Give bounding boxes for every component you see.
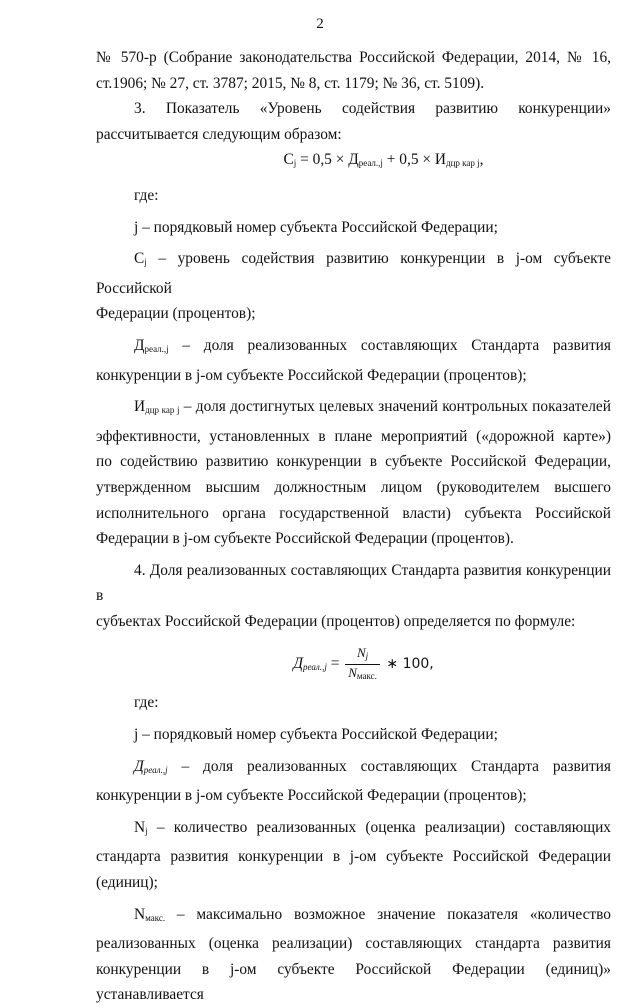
text-line: исполнительного органа государственной власти) субъекта Российской <box>96 504 611 522</box>
text-line: (единиц); <box>96 874 158 892</box>
definition-cj: $C_j$ – уровень содействия развитию конкуренции в j-ом субъекте Российской <box>96 250 611 297</box>
formula-d-real: $Д_{реал.,j}$ = $\frac{N_j}{N_{макс.}}$ ∗ 100, <box>293 645 434 682</box>
document-body <box>96 45 611 1008</box>
definition-j: j – порядковый номер субъекта Российской Федерации; <box>134 726 498 744</box>
page-number: 2 <box>316 16 324 32</box>
text-line: по содействию развитию конкуренции в субъекте Российской Федерации, <box>96 453 611 471</box>
where-label: где: <box>134 694 159 712</box>
text-line: субъектах Российской Федерации (процентов) определяется по формуле: <box>96 612 576 630</box>
definition-nj: $N_j$ – количество реализованных (оценка реализации) составляющих <box>134 818 611 836</box>
text-line: конкуренции в j-ом субъекте Российской Федерации (процентов); <box>96 787 527 805</box>
text-line: стандарта развития конкуренции в j-ом субъекте Российской Федерации <box>96 848 611 866</box>
text-line: утвержденном высшим должностным лицом (руководителем высшего <box>96 478 611 496</box>
definition-nmax: $N_{макс.}$ – максимально возможное значение показателя «количество <box>134 905 611 923</box>
definition-i-dcr: $И_{дцр кар j}$ – доля достигнутых целевых значений контрольных показателей <box>134 398 611 416</box>
definition-d-real: $Д_{реал.,j}$ – доля реализованных составляющих Стандарта развития <box>134 757 611 775</box>
text-line: Федерации в j-ом субъекте Российской Федерации (процентов). <box>96 530 514 548</box>
text-line: 3. Показатель «Уровень содействия развитию конкуренции» <box>134 100 611 118</box>
text-line: реализованных (оценка реализации) составляющих стандарта развития <box>96 935 611 953</box>
where-label: где: <box>134 186 159 204</box>
text-line: ст.1906; № 27, ст. 3787; 2015, № 8, ст. 1179; № 36, ст. 5109). <box>96 74 485 92</box>
text-line: рассчитывается следующим образом: <box>96 125 342 143</box>
formula-cj: $C_j = 0,5 \times Д_{реал.,j} + 0,5 \times И_{дцр кар j}$, <box>283 151 484 169</box>
text-line: конкуренции в j-ом субъекте Российской Федерации (процентов); <box>96 366 527 384</box>
text-line: № 570-р (Собрание законодательства Российской Федерации, 2014, № 16, <box>96 49 611 66</box>
definition-d-real: $Д_{реал.,j}$ – доля реализованных составляющих Стандарта развития <box>134 336 611 354</box>
text-line: 4. Доля реализованных составляющих Стандарта развития конкуренции в <box>96 561 611 605</box>
text-line: конкуренции в j-ом субъекте Российской Федерации (единиц)» устанавливается <box>96 960 611 1004</box>
text-line: эффективности, установленных в плане мероприятий («дорожной карте») <box>96 427 611 445</box>
definition-j: j – порядковый номер субъекта Российской Федерации; <box>134 218 498 236</box>
text-line: Федерации (процентов); <box>96 305 256 323</box>
fraction: $\frac{N_j}{N_{макс.}}$ <box>345 646 380 683</box>
